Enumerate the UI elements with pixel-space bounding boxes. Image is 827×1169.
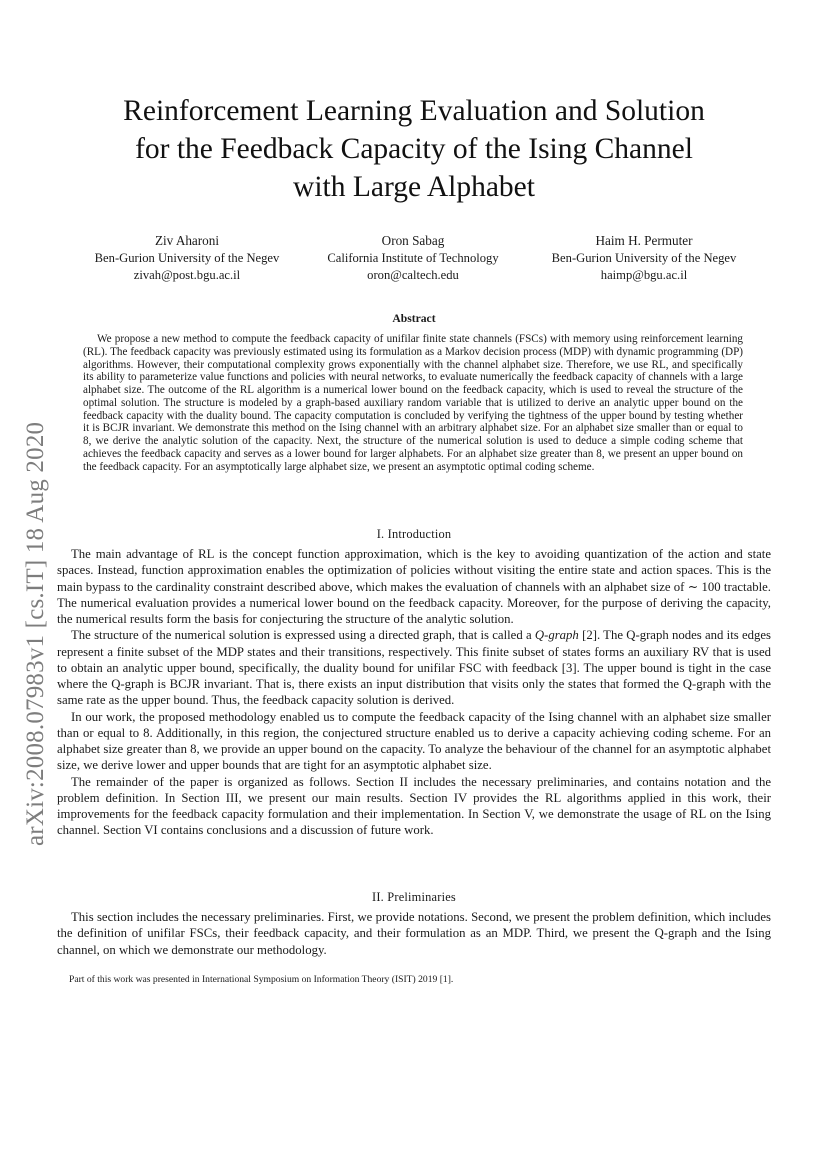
title-line: Reinforcement Learning Evaluation and Solution [123,95,705,127]
author-email: haimp@bgu.ac.il [600,268,688,282]
author-permuter [529,232,759,284]
footnote: Part of this work was presented in International Symposium on Information Theory (ISIT) 2019 [1]. [69,974,454,985]
author-affiliation: California Institute of Technology [327,251,499,265]
arxiv-identifier: arXiv:2008.07983v1 [cs.IT] 18 Aug 2020 [22,421,49,846]
abstract-text: We propose a new method to compute the feedback capacity of unifilar finite state channels (FSCs) with memory using reinforcement learning (RL). The feedback capacity was previously estimated using its formulation as a Markov decision process (MDP) with dynamic programming (DP) algorithms. However, their computational complexity grows exponentially with the channel alphabet size. Therefore, we use RL, and specifically its ability to parameterize value functions and policies with neural networks, to evaluate numerically the feedback capacity of channels with a large alphabet size. The outcome of the RL algorithm is a numerical lower bound on the feedback capacity, which is used to reveal the structure of the optimal solution. The structure is modeled by a graph-based auxiliary random variable that is utilized to derive an analytic upper bound on the feedback capacity with the duality bound. The capacity computation is concluded by verifying the tightness of the upper bound by testing whether it is BCJR invariant. We demonstrate this method on the Ising channel with an arbitrary alphabet size. For an alphabet size smaller than or equal to 8, we derive the analytic solution of the capacity. Next, the structure of the numerical solution is used to deduce a simple coding scheme that achieves the feedback capacity and serves as a lower bound for larger alphabets. For an alphabet size greater than 8, we present an upper bound on the feedback capacity. For an asymptotically large alphabet size, we present an asymptotic optimal coding scheme. [83,333,743,473]
author-name: Oron Sabag [381,233,445,248]
text-run: The structure of the numerical solution is expressed using a directed graph, that is called a [71,628,535,643]
paragraph: In our work, the proposed methodology enabled us to compute the feedback capacity of the Ising channel with an alphabet size smaller than or equal to 8. Additionally, in this region, the conjectured structure enabled us to derive a capacity achieving coding scheme. For an alphabet size greater than 8, we provide an upper bound on the capacity. To analyze the behaviour of the channel for an asymptotic alphabet size, we derive lower and upper bounds that are tight for an asymptotic alphabet size. [57,709,771,773]
paragraph [57,627,771,708]
author-affiliation: Ben-Gurion University of the Negev [94,251,280,265]
paper-title [57,92,771,206]
author-name: Haim H. Permuter [595,233,693,248]
author-name: Ziv Aharoni [154,233,220,248]
title-line: with Large Alphabet [293,171,535,203]
paragraph: This section includes the necessary preliminaries. First, we provide notations. Second, we present the problem definition, which includes the definition of unifilar FSCs, their feedback capacity, and their formulation as an MDP. Third, we present the Q-graph and the Ising channel, on which we demonstrate our methodology. [57,910,771,957]
author-email: oron@caltech.edu [367,268,459,282]
author-email: zivah@post.bgu.ac.il [133,268,241,282]
author-sabag [304,232,522,284]
abstract-heading: Abstract [392,312,436,325]
introduction-body [57,546,771,839]
emphasis: Q-graph [534,628,579,643]
author-aharoni [77,232,297,284]
preliminaries-body [57,909,771,958]
paragraph: The main advantage of RL is the concept function approximation, which is the key to avoiding quantization of the action and state spaces. Instead, function approximation enables the optimization of policies without visiting the entire state and action spaces. This is the main bypass to the cardinality constraint described above, which makes the evaluation of channels with an alphabet size of ∼ 100 tractable. The numerical evaluation provides a numerical lower bound on the feedback capacity. Moreover, for the purpose of deriving the capacity, the numerical results form the basis for conjecturing the structure of the analytic solution. [57,547,771,626]
paragraph: The remainder of the paper is organized as follows. Section II includes the necessary preliminaries, and contains notation and the problem definition. In Section III, we present our main results. Section IV provides the RL algorithms applied in this work, their improvements for the feedback capacity formulation and their implementation. In Section V, we demonstrate the usage of RL on the Ising channel. Section VI contains conclusions and a discussion of future work. [57,774,771,838]
section-heading-introduction: I. Introduction [376,527,452,541]
title-line: for the Feedback Capacity of the Ising Channel [135,133,693,165]
author-block [57,232,771,292]
text-run: [2]. The Q-graph nodes and its edges represent a finite subset of the MDP states and their transitions, respectively. This finite subset of states forms an auxiliary RV that is used to obtain an analytic upper bound, specifically, the duality bound for unifilar FSC with feedback [3]. The upper bound is tight in the case where the Q-graph is BCJR invariant. That is, there exists an input distribution that visits only the states that formed the Q-graph with the same rate as the upper bound. Thus, the feedback capacity solution is derived. [57,628,771,708]
author-affiliation: Ben-Gurion University of the Negev [551,251,737,265]
section-heading-preliminaries: II. Preliminaries [372,890,456,904]
